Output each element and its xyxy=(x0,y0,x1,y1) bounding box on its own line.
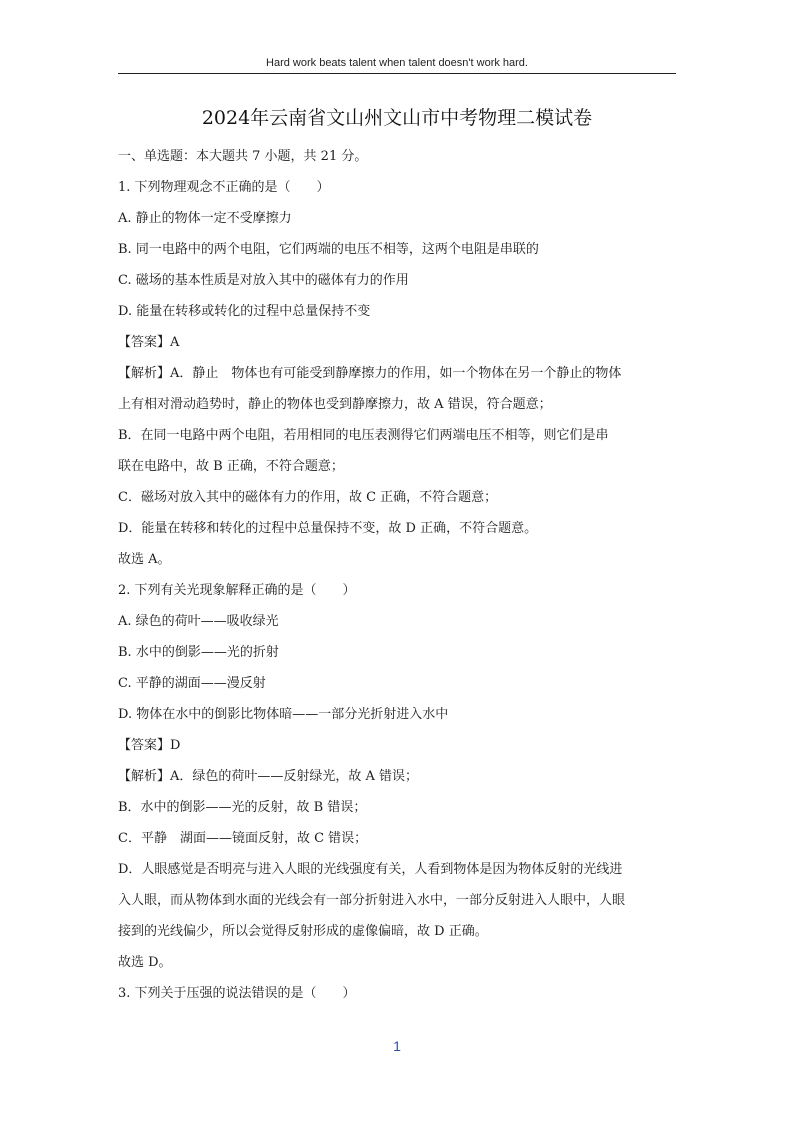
question-1-option-d: D. 能量在转移或转化的过程中总量保持不变 xyxy=(118,304,371,319)
question-2-stem: 2. 下列有关光现象解释正确的是（ ） xyxy=(118,583,356,598)
question-2-answer: 【答案】D xyxy=(118,738,181,753)
question-1-stem: 1. 下列物理观念不正确的是（ ） xyxy=(118,180,330,195)
document-title: 2024年云南省文山州文山市中考物理二模试卷 xyxy=(201,107,593,129)
header-motto: Hard work beats talent when talent doesn't work hard. xyxy=(266,57,528,69)
question-1-option-c: C. 磁场的基本性质是对放入其中的磁体有力的作用 xyxy=(118,273,409,288)
question-3-stem: 3. 下列关于压强的说法错误的是（ ） xyxy=(118,986,356,1001)
page-number: 1 xyxy=(393,1038,401,1054)
question-2-option-b: B. 水中的倒影——光的折射 xyxy=(118,645,279,660)
question-2-analysis-line: B．水中的倒影——光的反射，故 B 错误； xyxy=(118,800,367,815)
question-2-analysis-line: C．平静 湖面——镜面反射，故 C 错误； xyxy=(118,831,368,846)
question-1-analysis-line: B．在同一电路中两个电阻，若用相同的电压表测得它们两端电压不相等，则它们是串 xyxy=(118,428,609,443)
document-body xyxy=(118,141,678,1009)
question-1-option-b: B. 同一电路中的两个电阻，它们两端的电压不相等，这两个电阻是串联的 xyxy=(118,242,539,257)
question-2-option-a: A. 绿色的荷叶——吸收绿光 xyxy=(118,614,279,629)
question-1-analysis-line: 【解析】A．静止 物体也有可能受到静摩擦力的作用，如一个物体在另一个静止的物体 xyxy=(118,366,622,381)
question-2-option-c: C. 平静的湖面——漫反射 xyxy=(118,676,266,691)
header-divider xyxy=(118,73,676,74)
question-1-answer: 【答案】A xyxy=(118,335,180,350)
question-1-analysis-line: D．能量在转移和转化的过程中总量保持不变，故 D 正确，不符合题意。 xyxy=(118,521,538,536)
question-2-analysis-line: 【解析】A．绿色的荷叶——反射绿光，故 A 错误； xyxy=(118,769,419,784)
section-heading: 一、单选题：本大题共 7 小题，共 21 分。 xyxy=(118,149,368,164)
question-2-option-d: D. 物体在水中的倒影比物体暗——一部分光折射进入水中 xyxy=(118,707,449,722)
question-1-conclusion: 故选 A。 xyxy=(118,552,171,567)
question-2-conclusion: 故选 D。 xyxy=(118,955,172,970)
question-1-analysis-line: C．磁场对放入其中的磁体有力的作用，故 C 正确，不符合题意； xyxy=(118,490,498,505)
question-2-analysis-line: 接到的光线偏少，所以会觉得反射形成的虚像偏暗，故 D 正确。 xyxy=(118,924,488,939)
question-1-analysis-line: 联在电路中，故 B 正确，不符合题意； xyxy=(118,459,344,474)
question-1-option-a: A. 静止的物体一定不受摩擦力 xyxy=(118,211,292,226)
question-1-analysis-line: 上有相对滑动趋势时，静止的物体也受到静摩擦力，故 A 错误，符合题意； xyxy=(118,397,552,412)
question-2-analysis-line: D．人眼感觉是否明亮与进入人眼的光线强度有关，人看到物体是因为物体反射的光线进 xyxy=(118,862,623,877)
question-2-analysis-line: 入人眼，而从物体到水面的光线会有一部分折射进入水中，一部分反射进入人眼中，人眼 xyxy=(118,893,626,908)
